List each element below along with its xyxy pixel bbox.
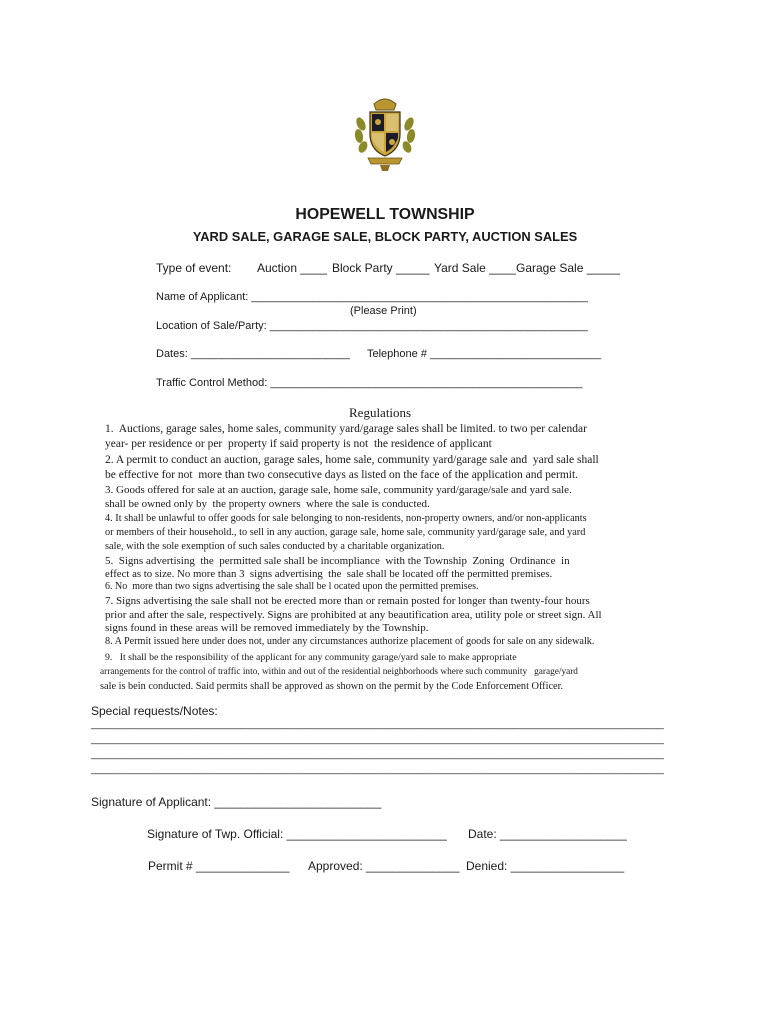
dates-field[interactable]: Dates: __________________________ [156, 348, 350, 360]
applicant-name-field[interactable]: Name of Applicant: _______________________________________________________ [156, 291, 588, 303]
regulation-line: prior and after the sale, respectively. Signs are prohibited at any beautification area, utility pole or street sign. All [105, 609, 602, 621]
regulation-line: or members of their household., to sell in any auction, garage sale, home sale, community yard/garage sale, and yard [105, 527, 586, 538]
regulation-line: sale, with the sole exemption of such sales conducted by a charitable organization. [105, 541, 445, 552]
regulation-line: shall be owned only by the property owners where the sale is conducted. [105, 498, 430, 510]
regulation-line: sale is bein conducted. Said permits shall be approved as shown on the permit by the Code Enforcement Officer. [100, 681, 564, 692]
denied-field[interactable]: Denied: _________________ [466, 859, 625, 873]
regulation-line: year- per residence or per property if said property is not the residence of applicant [105, 438, 492, 450]
applicant-signature-field[interactable]: Signature of Applicant: _________________________ [91, 795, 382, 809]
township-crest-logo [352, 94, 418, 172]
official-signature-field[interactable]: Signature of Twp. Official: ________________________ [147, 827, 447, 841]
regulation-line: 8. A Permit issued here under does not, under any circumstances authorize placement of goods for sale on any sidewalk. [105, 636, 595, 647]
page-title: HOPEWELL TOWNSHIP [295, 206, 475, 223]
block-party-option-field[interactable]: Block Party _____ [332, 261, 430, 275]
regulation-line: 1. Auctions, garage sales, home sales, community yard/garage sales shall be limited. to two per calendar [105, 423, 587, 435]
regulation-line: arrangements for the control of traffic into, within and out of the residential neighborhoods where such community garage/yard [100, 667, 578, 677]
location-field[interactable]: Location of Sale/Party: ____________________________________________________ [156, 320, 588, 332]
page-subtitle: YARD SALE, GARAGE SALE, BLOCK PARTY, AUCTION SALES [192, 229, 578, 244]
regulation-line: 3. Goods offered for sale at an auction, garage sale, home sale, community yard/garage/sale and yard sale. [105, 484, 572, 496]
please-print-note: (Please Print) [350, 305, 417, 317]
regulation-line: 7. Signs advertising the sale shall not be erected more than or remain posted for longer than twenty-four hours [105, 595, 590, 607]
traffic-control-field[interactable]: Traffic Control Method: ___________________________________________________ [156, 377, 583, 389]
notes-line[interactable]: _______________________________________________________________________________________________________ [91, 749, 664, 760]
regulation-line: 5. Signs advertising the permitted sale shall be incompliance with the Township Zoning Ordinance in [105, 555, 570, 567]
notes-label: Special requests/Notes: [91, 704, 218, 718]
regulations-heading: Regulations [349, 405, 412, 420]
regulation-line: be effective for not more than two consecutive days as listed on the face of the application and permit. [105, 469, 579, 481]
auction-option-field[interactable]: Auction ____ [257, 261, 328, 275]
regulation-line: 4. It shall be unlawful to offer goods for sale belonging to non-residents, non-property owners, and/or non-applicants [105, 513, 587, 524]
event-type-label: Type of event: [156, 261, 232, 275]
approved-field[interactable]: Approved: ______________ [308, 859, 460, 873]
telephone-field[interactable]: Telephone # ____________________________ [367, 348, 602, 360]
date-field[interactable]: Date: ___________________ [468, 827, 627, 841]
regulation-line: 2. A permit to conduct an auction, garage sales, home sale, community yard/garage sale and yard sale shall [105, 454, 599, 466]
regulation-line: 6. No more than two signs advertising the sale shall be l ocated upon the permitted premises. [105, 581, 479, 592]
regulation-line: signs found in these areas will be removed immediately by the Township. [105, 622, 429, 634]
notes-line[interactable]: _______________________________________________________________________________________________________ [91, 734, 664, 745]
garage-sale-option-field[interactable]: Garage Sale _____ [516, 261, 621, 275]
notes-line[interactable]: _______________________________________________________________________________________________________ [91, 719, 664, 730]
notes-line[interactable]: _______________________________________________________________________________________________________ [91, 764, 664, 775]
regulation-line: 9. It shall be the responsibility of the applicant for any community garage/yard sale to make appropriate [105, 652, 517, 663]
regulation-line: effect as to size. No more than 3 signs advertising the sale shall be located off the permitted premises. [105, 568, 553, 580]
permit-number-field[interactable]: Permit # ______________ [148, 859, 290, 873]
yard-sale-option-field[interactable]: Yard Sale ____ [434, 261, 516, 275]
